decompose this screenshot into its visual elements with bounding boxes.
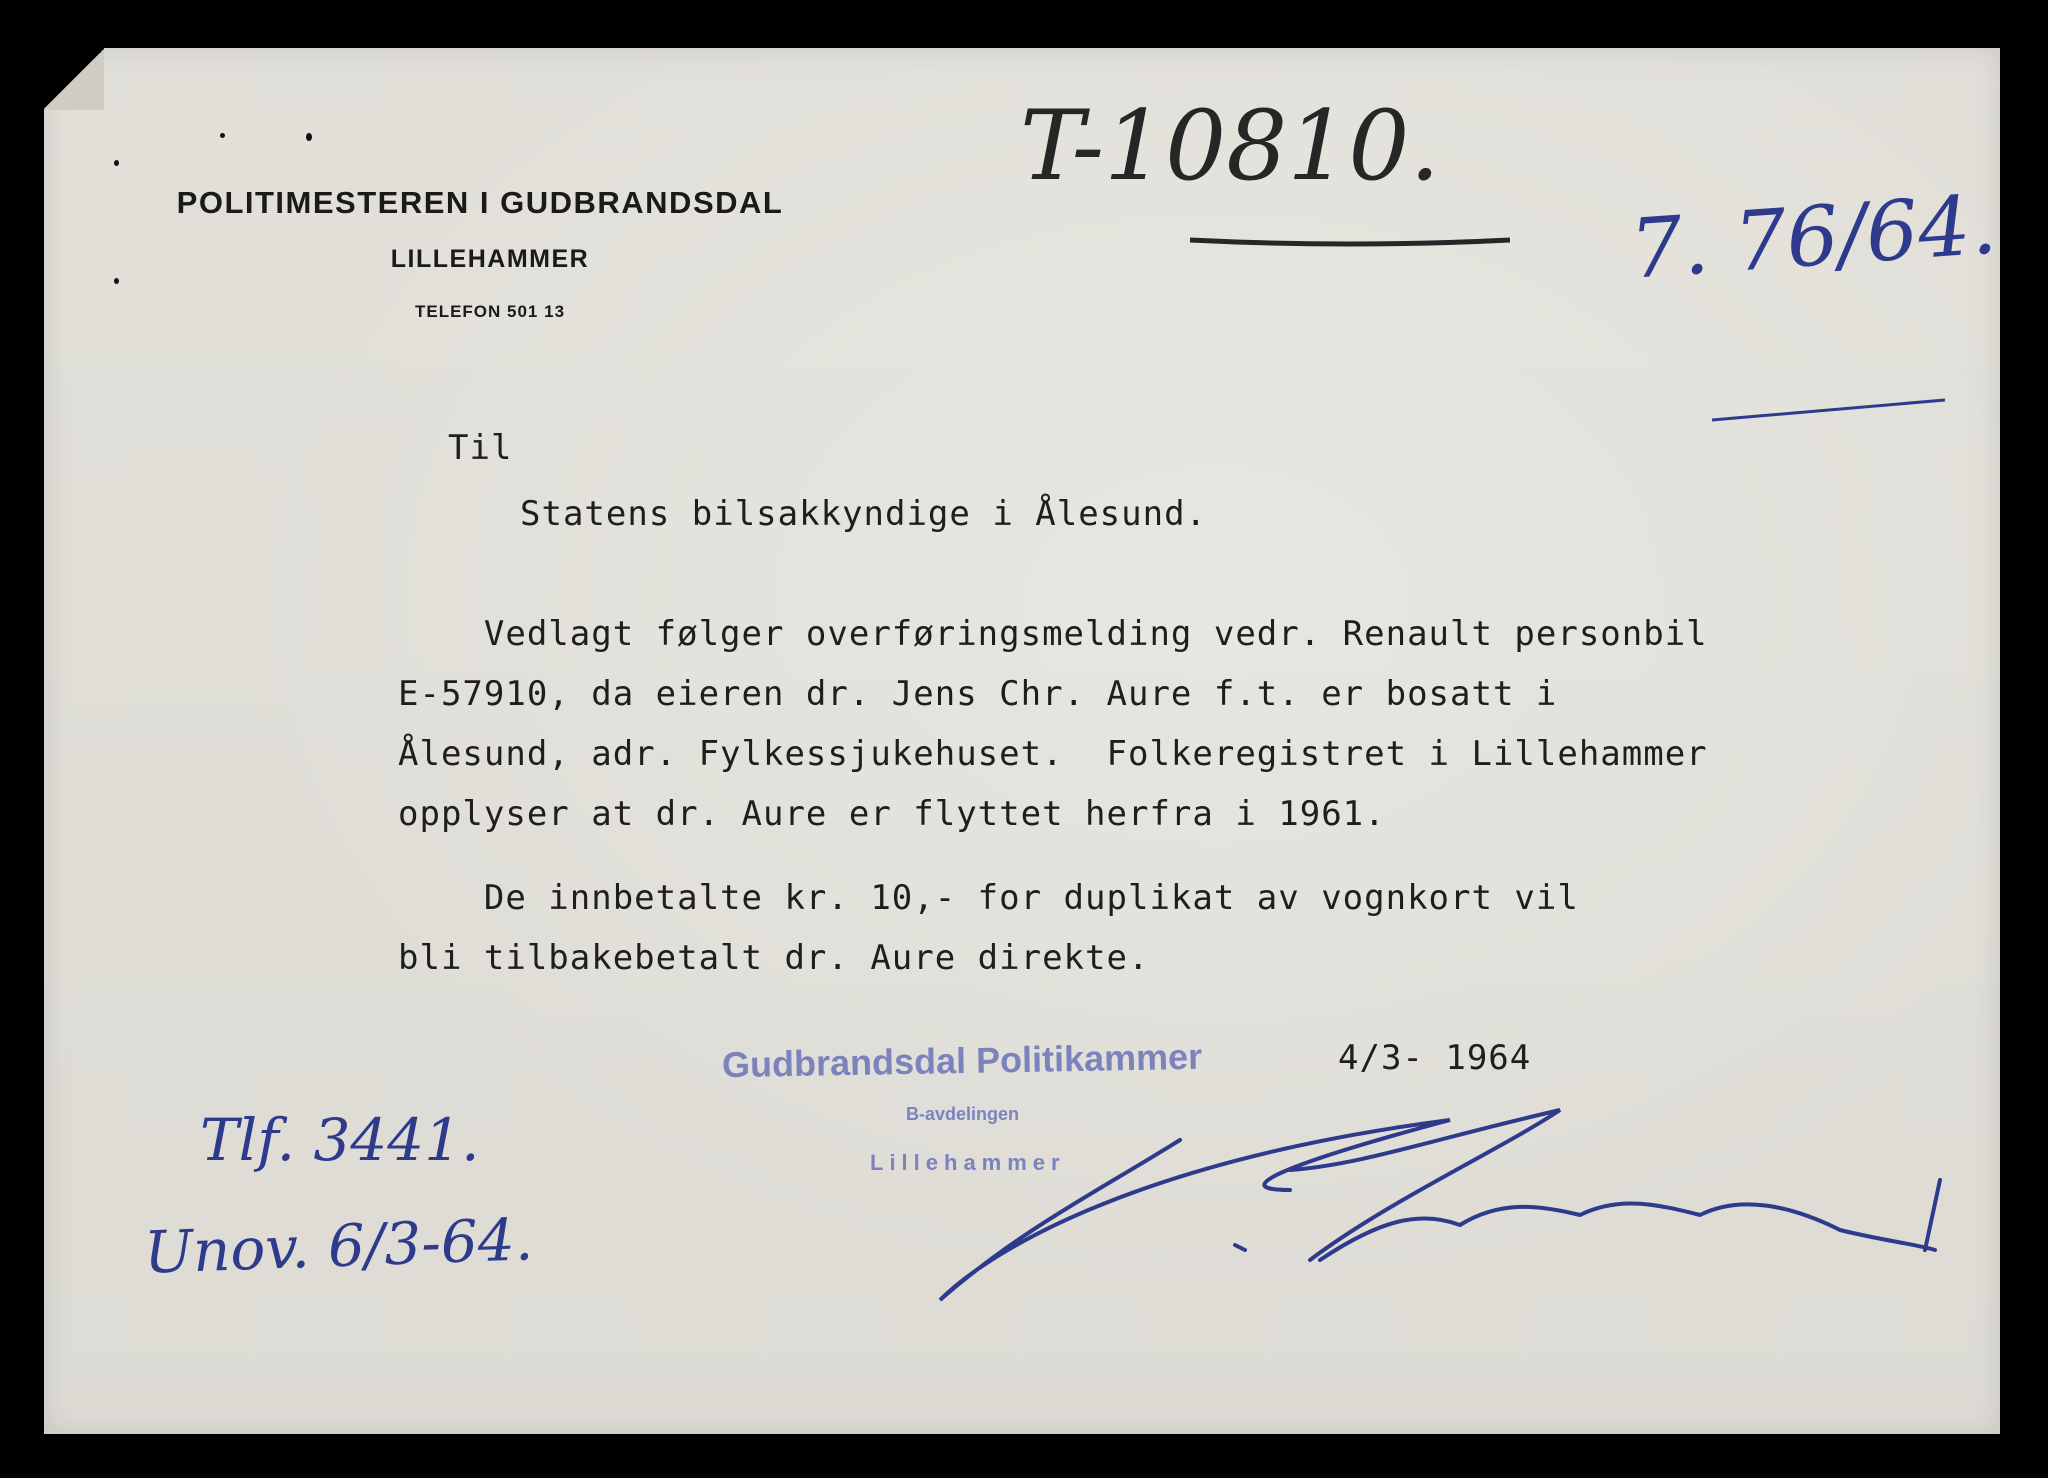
- letter-date: 4/3- 1964: [1338, 1038, 1532, 1078]
- reference-underline: [1190, 240, 1510, 244]
- handwritten-reference-number: T-10810.: [1020, 90, 1440, 202]
- handwritten-notified-note: Unov. 6/3-64.: [142, 1205, 535, 1287]
- letterhead-office: POLITIMESTEREN I GUDBRANDSDAL: [176, 185, 784, 220]
- body-line: opplyser at dr. Aure er flyttet herfra i 1961.: [398, 794, 1386, 834]
- body-line: Ålesund, adr. Fylkessjukehuset. Folkeregistret i Lillehammer: [398, 734, 1708, 774]
- stamp-line-2: B-avdelingen: [906, 1104, 1020, 1124]
- body-line: De innbetalte kr. 10,- for duplikat av vognkort vil: [398, 878, 1579, 918]
- letterhead-city: LILLEHAMMER: [390, 245, 590, 273]
- handwritten-phone-note: Tlf. 3441.: [200, 1106, 480, 1174]
- handwritten-file-number: 7. 76/64.: [1627, 177, 2000, 298]
- addressee-salutation: Til: [448, 428, 513, 468]
- body-line: E-57910, da eieren dr. Jens Chr. Aure f.t. er bosatt i: [398, 674, 1558, 714]
- letterhead-phone: TELEFON 501 13: [414, 302, 566, 321]
- stamp-line-3: Lillehammer: [870, 1150, 1066, 1175]
- addressee-recipient: Statens bilsakkyndige i Ålesund.: [520, 494, 1208, 534]
- body-line: Vedlagt følger overføringsmelding vedr. Renault personbil: [398, 614, 1708, 654]
- body-line: bli tilbakebetalt dr. Aure direkte.: [398, 938, 1150, 978]
- stamp-line-1: Gudbrandsdal Politikammer: [721, 1035, 1203, 1086]
- signature: [940, 1110, 1940, 1300]
- file-number-underline: [1712, 400, 1945, 420]
